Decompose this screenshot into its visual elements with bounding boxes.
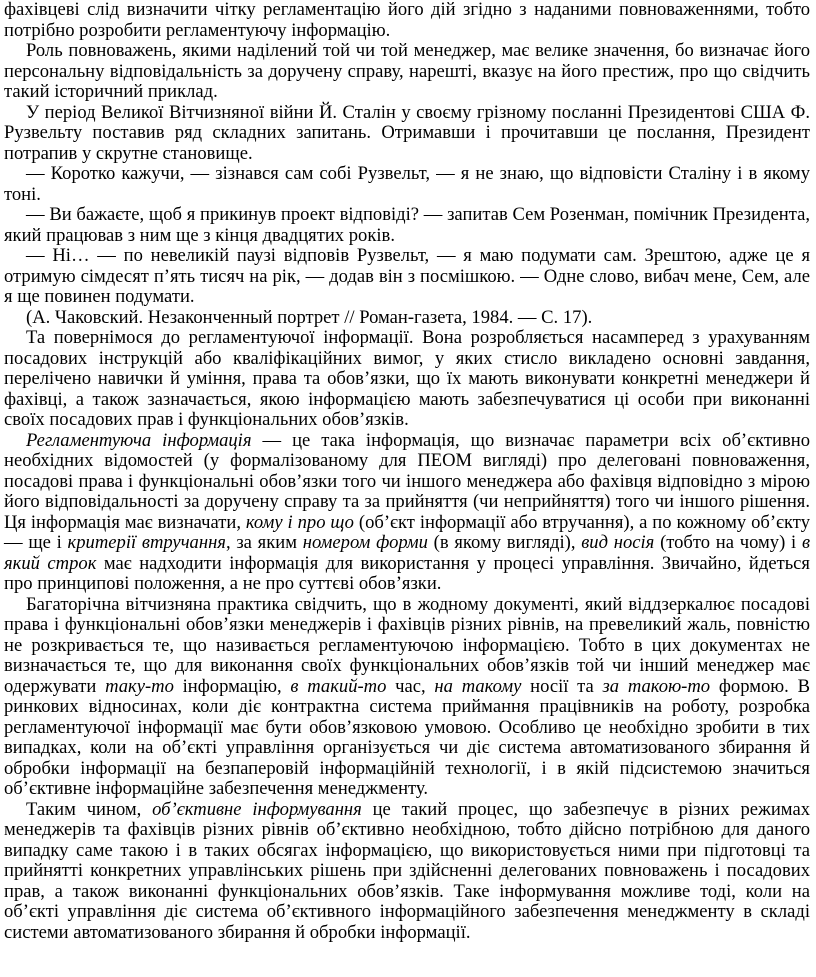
text-run: Таким чином, — [26, 798, 153, 820]
text-run: Багаторічна вітчизняна практика свідчить, що в жодному документі, який віддзеркалює посадові права і функціональні обов’язки менеджерів і фахівців різних рівнів, на превеликий жаль, повністю не розкривається те, що називається регламентуючою інформацією. Тобто в цих документах не визначається те, що для виконання своїх функціональних обов’язків той чи інший менеджер має одержувати — [4, 593, 810, 697]
text-run: (в якому вигляді), — [427, 532, 582, 553]
text-run: це такий процес, що забезпечує в різних режимах менеджерів та фахівців різних рівнів об’єктивно необхідною, тобто дійсно потрібною для даного випадку саме такою і в таких обсягах інформацією, що використовується ними при підготовці та прийнятті конкретних управлінських рішень при здійсненні делегованих повноважень і посадових прав, а також виконанні функціональних обов’язків. Таке інформування можливе тоді, коли на об’єкті управління діє система об’єктивного інформаційного забезпечення менеджменту в складі системи автоматизованого збирання й обробки інформації. — [4, 798, 810, 943]
italic-term: Регламентуюча інформація — [26, 429, 252, 451]
text-run: (тобто на чому) і — [654, 532, 802, 553]
italic-term: об’єктивне інформування — [152, 798, 362, 820]
italic-term: кому і про що — [245, 511, 354, 533]
italic-term: на такому — [434, 675, 522, 697]
text-run: час, — [386, 675, 435, 697]
text-run: формою. В ринкових відносинах, коли діє контрактна система приймання працівників на роботу, розробка регламентуючої інформації має бути обов’язковою умовою. Особливо це необхідно зробити в тих випадках, коли на об’єкті управління організується чи діє система автоматизованого збирання й обробки інформації на безпаперовій інформаційній технології, і в якій підсистемою значиться об’єктивне інформаційне забезпечення менеджменту. — [4, 675, 810, 799]
italic-term: за такою-то — [602, 675, 711, 697]
text-run: — це така інформація, що визначає параметри всіх об’єктивно необхідних відомостей (у формалізованому для ПЕОМ вигляді) про делеговані повноваження, посадові права і функціональні обов’язки того чи іншого менеджера або фахівця відповідно з мірою його відповідальності за доручену справу та за прийняття (чи неприйняття) того чи іншого рішення. Ця інформація має визначати, — [4, 429, 810, 533]
text-run: , за яким — [225, 532, 303, 553]
italic-term: таку-то — [105, 675, 174, 697]
paragraph-objective-informing — [4, 800, 810, 944]
italic-term: вид носія — [581, 532, 655, 553]
text-run: (об’єкт інформації або втручання), а по кожному об’єкту — ще і — [4, 511, 810, 553]
paragraph-regulating-info-definition — [4, 431, 810, 595]
paragraph-citation: (А. Чаковский. Незаконченный портрет // Роман-газета, 1984. — С. 17). — [26, 306, 593, 328]
italic-term: критерії втручання — [67, 532, 226, 553]
italic-term: в який строк — [4, 532, 811, 574]
paragraph-rosenman-question: — Ви бажаєте, щоб я прикинув проект відповіді? — запитав Сем Розенман, помічник Президента, який працював з ним ще з кінця двадцятих років. — [4, 204, 810, 246]
paragraph-roosevelt-quote: — Коротко кажучи, — зізнався сам собі Рузвельт, — я не знаю, що відповісти Сталіну і в якому тоні. — [4, 163, 810, 205]
paragraph-continuation: фахівцеві слід визначити чітку регламентацію його дій згідно з наданими повноваженнями, тобто потрібно розробити регламентуючу інформацію. — [4, 0, 810, 41]
text-run: носії та — [521, 675, 603, 697]
text-run: має надходити інформація для використання у процесі управління. Звичайно, йдеться про принципові положення, а не про суттєві обов’язки. — [4, 552, 810, 594]
paragraph-roosevelt-answer: — Ні… — по невеликій паузі відповів Рузвельт, — я маю подумати сам. Зрештою, адже це я отримую сімдесят п’ять тисяч на рік, — додав він з посмішкою. — Одне слово, вибач мене, Сем, але я ще повинен подумати. — [4, 245, 810, 307]
italic-term: номером форми — [302, 532, 428, 553]
paragraph-historical-example: У період Великої Вітчизняної війни Й. Сталін у своєму грізному посланні Президентові США Ф. Рузвельту поставив ряд складних запитань. Отримавши і прочитавши це послання, Президент потрапив у скрутне становище. — [4, 101, 810, 164]
paragraph-domestic-practice — [4, 595, 810, 800]
paragraph-regulating-info-intro: Та повернімося до регламентуючої інформації. Вона розробляється насамперед з урахуванням посадових інструкцій або кваліфікаційних вимог, у яких стисло викладено основні завдання, перелічено навички й уміння, права та обов’язки, що їх мають виконувати конкретні менеджери й фахівці, а також зазначається, якою інформацією мають забезпечуватися ці особи при виконанні своїх посадових прав і функціональних обов’язків. — [4, 327, 810, 430]
italic-term: в такий-то — [290, 675, 387, 697]
text-run: інформацію, — [173, 675, 291, 697]
paragraph-role-of-powers: Роль повноважень, якими наділений той чи той менеджер, має велике значення, бо визначає його персональну відповідальність за доручену справу, нарешті, вказує на його престиж, про що свідчить такий історичний приклад. — [4, 40, 810, 102]
